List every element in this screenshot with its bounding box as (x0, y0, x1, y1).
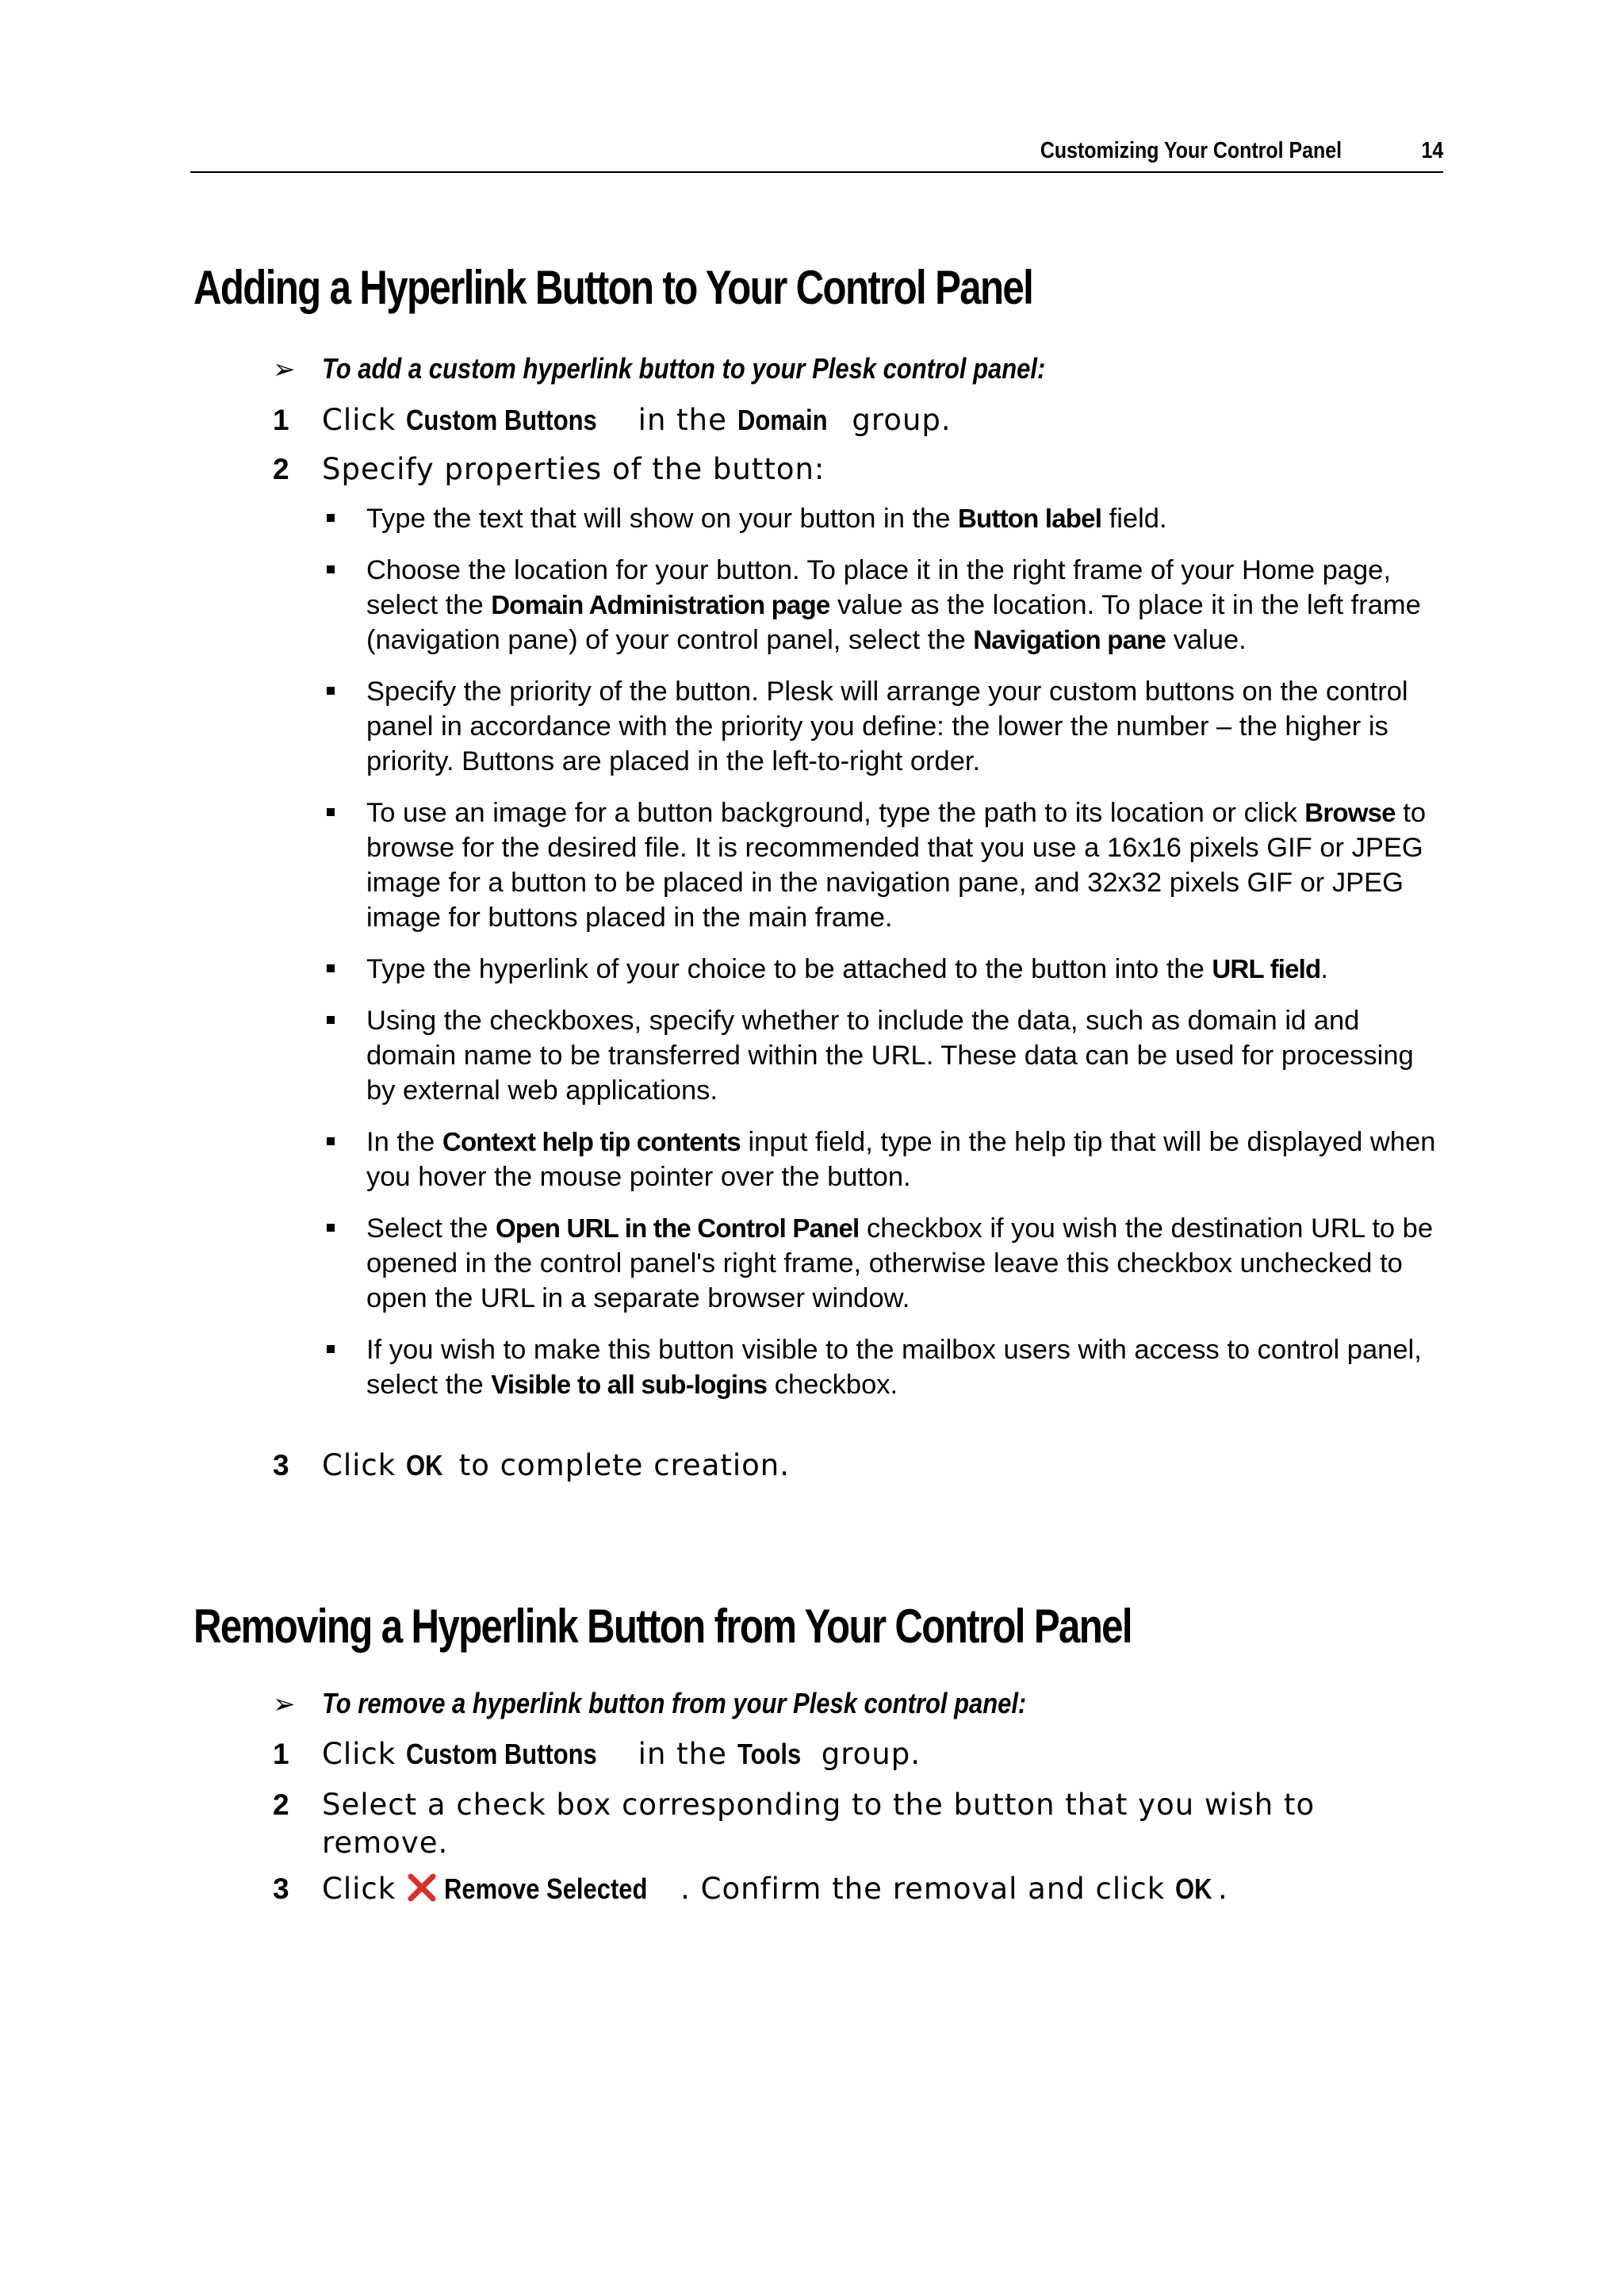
button-properties-list (324, 501, 1450, 1419)
running-header (190, 133, 1443, 173)
ui-label-ok: OK (405, 1449, 443, 1481)
remove-step-1: 1 Click Custom Buttons in the Tools group. (273, 1737, 921, 1771)
square-bullet-icon (327, 1016, 335, 1024)
header-section-title: Customizing Your Control Panel (1040, 138, 1342, 163)
list-item: Type the hyperlink of your choice to be attached to the button into the URL field. (324, 952, 1450, 987)
list-item: If you wish to make this button visible to the mailbox users with access to control panel, select the Visible to all sub-logins checkbox. (324, 1332, 1450, 1402)
arrowhead-bullet-icon: ➢ (273, 1689, 296, 1719)
square-bullet-icon (327, 808, 335, 816)
ui-label-ok: OK (1174, 1872, 1212, 1905)
list-item: Type the text that will show on your button in the Button label field. (324, 501, 1450, 536)
square-bullet-icon (327, 687, 335, 695)
page-number: 14 (1421, 138, 1443, 163)
list-item: Specify the priority of the button. Plesk will arrange your custom buttons on the control panel in accordance with the priority you define: the lower the number – the higher is priority. Buttons are placed in the left-to-right order. (324, 674, 1450, 779)
remove-step-2: 2 Select a check box corresponding to the button that you wish to remove. (273, 1788, 1316, 1860)
add-step-1: 1 Click Custom Buttons in the Domain group. (273, 403, 952, 437)
ui-label-remove-selected: Remove Selected (443, 1872, 648, 1905)
square-bullet-icon (327, 1345, 335, 1353)
procedure-title-add: ➢ To add a custom hyperlink button to your Plesk control panel: (273, 352, 1046, 385)
list-item: To use an image for a button background, type the path to its location or click Browse to browse for the desired file. It is recommended that you use a 16x16 pixels GIF or JPEG image for a button to be placed in the navigation pane, and 32x32 pixels GIF or JPEG image for buttons placed in the main frame. (324, 795, 1450, 935)
add-step-2: 2 Specify properties of the button: (273, 452, 825, 486)
square-bullet-icon (327, 964, 335, 972)
ui-label-tools: Tools (737, 1738, 801, 1770)
list-item: In the Context help tip contents input field, type in the help tip that will be displayed when you hover the mouse pointer over the button. (324, 1125, 1450, 1194)
ui-label-domain: Domain (737, 404, 828, 436)
heading-removing-hyperlink-button: Removing a Hyperlink Button from Your Control Panel (193, 1600, 1132, 1653)
procedure-title-remove: ➢ To remove a hyperlink button from your Plesk control panel: (273, 1687, 1027, 1719)
red-x-remove-icon (406, 1872, 438, 1903)
list-item: Select the Open URL in the Control Panel checkbox if you wish the destination URL to be opened in the control panel's right frame, otherwise leave this checkbox unchecked to open the URL in a separate browser window. (324, 1211, 1450, 1316)
ui-label-custom-buttons: Custom Buttons (405, 1738, 597, 1770)
remove-step-3: 3 Click Remove Selected . Confirm the removal and click OK . (273, 1872, 1228, 1906)
square-bullet-icon (327, 1137, 335, 1145)
square-bullet-icon (327, 1224, 335, 1232)
list-item: Choose the location for your button. To place it in the right frame of your Home page, select the Domain Administration page value as the location. To place it in the left frame (navigation pane) of your control panel, select the Navigation pane value. (324, 553, 1450, 657)
square-bullet-icon (327, 565, 335, 573)
square-bullet-icon (327, 514, 335, 522)
arrowhead-bullet-icon: ➢ (273, 355, 296, 385)
heading-adding-hyperlink-button: Adding a Hyperlink Button to Your Control Panel (193, 261, 1033, 314)
ui-label-custom-buttons: Custom Buttons (405, 404, 597, 436)
add-step-3: 3 Click OK to complete creation. (273, 1448, 791, 1482)
list-item: Using the checkboxes, specify whether to include the data, such as domain id and domain name to be transferred within the URL. These data can be used for processing by external web applications. (324, 1003, 1450, 1108)
